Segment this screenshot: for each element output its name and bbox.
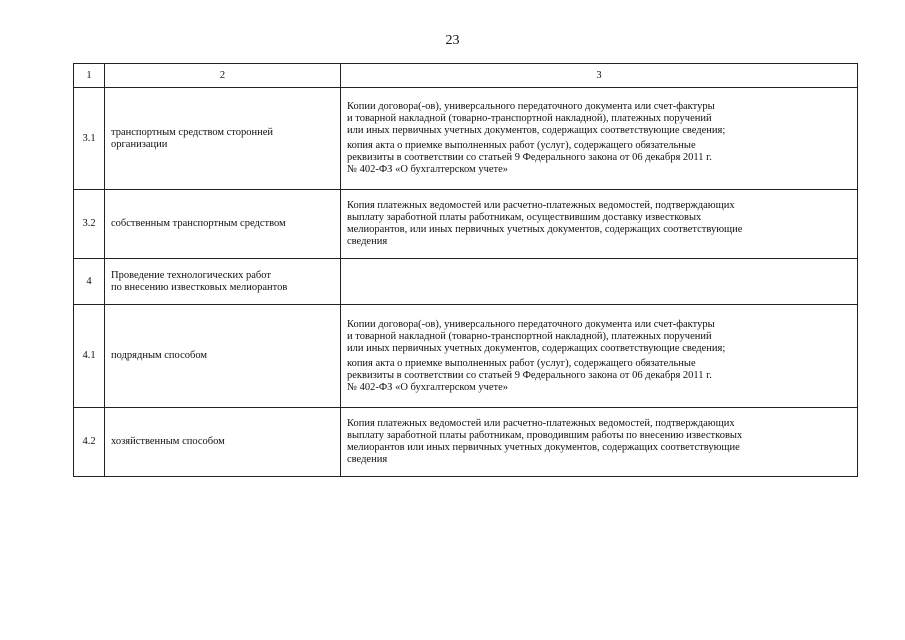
row-documents [341,259,858,305]
row-number: 4.2 [74,408,105,477]
row-documents [341,408,858,477]
documents-paragraph: копия акта о приемке выполненных работ (услуг), содержащего обязательные реквизиты в соответствии со статьей 9 Федерального закона от 06 декабря 2011 г. № 402-ФЗ «О бухгалтерском учете» [347,357,712,393]
table-row [74,408,858,477]
documents-paragraph: Копии договора(-ов), универсального передаточного документа или счет-фактуры и товарной накладной (товарно-транспортной накладной), платежных поручений или иных первичных учетных документов, содержащих соответствующие сведения; [347,101,726,136]
row-name-text: подрядным способом [111,350,208,361]
documents-paragraph: Копия платежных ведомостей или расчетно-платежных ведомостей, подтверждающих выплату заработной платы работникам, осуществившим доставку известковых мелиорантов, или иных первичных учетных документов, содержащих соответствующие сведения [347,200,743,247]
table-row [74,88,858,190]
documents-paragraph: Копии договора(-ов), универсального передаточного документа или счет-фактуры и товарной накладной (товарно-транспортной накладной), платежных поручений или иных первичных учетных документов, содержащих соответствующие сведения; [347,318,726,354]
row-name [105,190,341,259]
column-header-1: 1 [74,64,105,88]
row-name-text: транспортным средством сторонней организации [111,126,274,150]
row-number: 3.1 [74,88,105,190]
table-row [74,259,858,305]
row-name-text: хозяйственным способом [111,436,225,447]
row-number: 3.2 [74,190,105,259]
requirements-table [73,63,858,477]
row-number: 4 [74,259,105,305]
documents-paragraph: Копия платежных ведомостей или расчетно-платежных ведомостей, подтверждающих выплату заработной платы работникам, проводившим работы по внесению известковых мелиорантов или иных первичных учетных документов, содержащих соответствующие сведения [347,418,743,465]
table-row [74,305,858,408]
page-number: 23 [445,33,460,48]
row-name [105,305,341,408]
row-name-text: Проведение технологических работ по внесению известковых мелиорантов [111,269,288,293]
column-header-2: 2 [105,64,341,88]
column-header-3: 3 [341,64,858,88]
documents-paragraph: копия акта о приемке выполненных работ (услуг), содержащего обязательные реквизиты в соответствии со статьей 9 Федерального закона от 06 декабря 2011 г. № 402-ФЗ «О бухгалтерском учете» [347,140,712,175]
row-name [105,408,341,477]
row-documents [341,305,858,408]
row-name-text: собственным транспортным средством [111,218,286,229]
row-number: 4.1 [74,305,105,408]
table-header-row [74,64,858,88]
row-documents [341,190,858,259]
row-name [105,259,341,305]
row-name [105,88,341,190]
row-documents [341,88,858,190]
table-row [74,190,858,259]
